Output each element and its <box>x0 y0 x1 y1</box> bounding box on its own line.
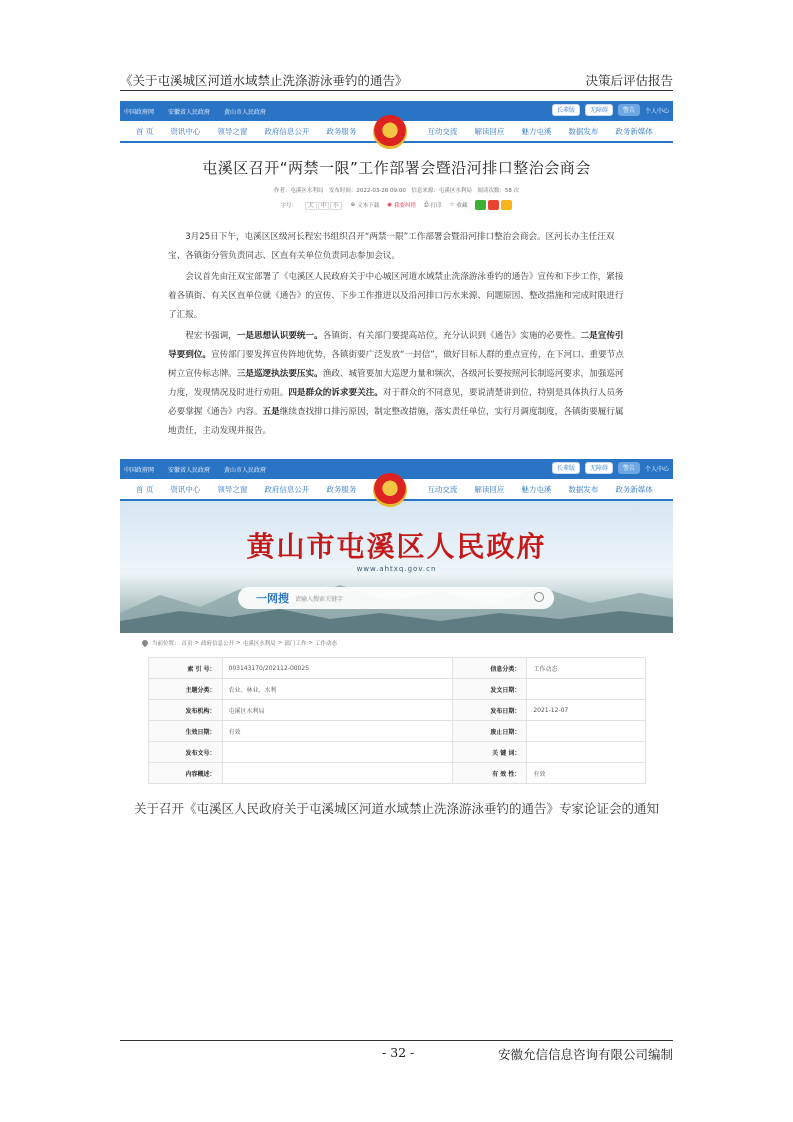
meta-value <box>527 742 645 763</box>
footer-organization: 安徽允信信息咨询有限公司编制 <box>497 1047 673 1062</box>
font-small-button[interactable]: 小 <box>330 202 342 210</box>
download-text-button[interactable] <box>351 201 380 209</box>
page-number: - 32 - <box>382 1045 415 1060</box>
article-body <box>168 228 625 441</box>
weibo-share-icon[interactable] <box>488 200 499 210</box>
meta-key: 废止日期： <box>453 721 527 742</box>
font-size-label: 字号： <box>280 203 298 209</box>
nav-services-2[interactable]: 政务服务 <box>326 484 357 494</box>
article-tools <box>168 200 625 210</box>
nav-data-2[interactable]: 数据发布 <box>568 484 599 494</box>
nav-new-media-2[interactable]: 政务新媒体 <box>615 484 653 494</box>
table-row <box>148 679 645 700</box>
meta-value: 有效 <box>222 721 453 742</box>
document-footer <box>120 1040 673 1062</box>
accessibility-button-2[interactable]: 无障碍 <box>585 462 613 474</box>
nav-interaction[interactable]: 互动交流 <box>427 126 458 136</box>
nav-data[interactable]: 数据发布 <box>568 126 599 136</box>
meta-value <box>527 679 645 700</box>
nav-interaction-2[interactable]: 互动交流 <box>427 484 458 494</box>
elder-mode-button-2[interactable]: 长辈版 <box>552 462 580 474</box>
meta-key: 内容概述： <box>148 763 222 784</box>
meta-value <box>222 763 453 784</box>
breadcrumb-label: 当前位置： <box>152 641 180 647</box>
share-buttons <box>475 200 512 210</box>
breadcrumb-dept-work[interactable]: 部门工作 <box>284 641 307 647</box>
meta-value: 有效 <box>527 763 645 784</box>
point-5-heading: 五是 <box>262 407 280 417</box>
search-brand: 一网搜 <box>256 592 289 605</box>
meta-key: 发布机构： <box>148 700 222 721</box>
table-row <box>148 721 645 742</box>
meta-key: 主题分类： <box>148 679 222 700</box>
meta-value: 2021-12-07 <box>527 700 645 721</box>
point-1-text: 各镇街、有关部门要提高站位，充分认识到《通告》实施的必要性。 <box>322 331 581 341</box>
site-url: www.ahtxq.gov.cn <box>356 565 437 573</box>
para3-intro: 程宏书强调， <box>185 331 237 341</box>
article-paragraph-3 <box>168 327 625 441</box>
point-5-text: 继续查找排口排污原因，制定整改措施，落实责任单位，实行月调度制度，各镇街要履行属地责任，主动发现并报告。 <box>168 407 624 436</box>
top-link-anhui-2[interactable]: 安徽省人民政府 <box>168 466 211 474</box>
meta-key: 信息分类： <box>453 658 527 679</box>
location-pin-icon <box>141 639 149 647</box>
nav-gov-info[interactable]: 政府信息公开 <box>264 126 310 136</box>
download-label: 文本下载 <box>357 203 380 209</box>
meta-key: 生效日期： <box>148 721 222 742</box>
meta-value <box>222 742 453 763</box>
breadcrumb-work-news[interactable]: 工作动态 <box>315 641 338 647</box>
breadcrumb-gov-info[interactable]: 政府信息公开 <box>201 641 235 647</box>
table-row <box>148 742 645 763</box>
article-paragraph-1: 3月25日下午，屯溪区区级河长程宏书组织召开“两禁一限”工作部署会暨沿河排口整治会商会。区河长办主任汪双宝、各镇街分管负责同志、区直有关单位负责同志参加会议。 <box>168 232 615 261</box>
print-label: 打印 <box>430 203 442 209</box>
meta-value: 003143170/202112-00025 <box>222 658 453 679</box>
meta-key: 关 键 词： <box>453 742 527 763</box>
point-3-heading: 三是巡逻执法要压实。 <box>236 369 323 379</box>
nav-charm-tunxi[interactable]: 魅力屯溪 <box>521 126 552 136</box>
qzone-share-icon[interactable] <box>501 200 512 210</box>
point-4-text: 对于群众的不同意见，要说清楚讲到位，特别是具体执行人员务必要掌握《通告》内容。 <box>168 388 624 417</box>
meta-key: 索 引 号： <box>148 658 222 679</box>
nav-interpretation-2[interactable]: 解读回应 <box>474 484 505 494</box>
main-nav <box>120 121 673 143</box>
info-meta-table <box>148 657 646 784</box>
screenshot-article-page <box>120 101 673 445</box>
notice-title: 关于召开《屯溪区人民政府关于屯溪城区河道水域禁止洗涤游泳垂钓的通告》专家论证会的通知 <box>134 801 660 816</box>
nav-new-media[interactable]: 政务新媒体 <box>615 126 653 136</box>
site-title: 黄山市屯溪区人民政府 <box>246 530 547 563</box>
report-error-button[interactable] <box>387 201 416 209</box>
top-link-gov-cn-2[interactable]: 中国政府网 <box>124 466 155 474</box>
screenshot-notice-page <box>120 459 673 859</box>
site-search[interactable] <box>238 587 554 609</box>
personal-center-link[interactable]: 个人中心 <box>644 107 669 115</box>
meta-value <box>527 721 645 742</box>
article-title: 屯溪区召开“两禁一限”工作部署会暨沿河排口整治会商会 <box>202 159 591 177</box>
meta-key: 发布文号： <box>148 742 222 763</box>
top-link-gov-cn[interactable]: 中国政府网 <box>124 108 155 116</box>
top-bar-tools <box>552 104 669 116</box>
nav-news[interactable]: 资讯中心 <box>170 126 201 136</box>
nav-home-2[interactable]: 首 页 <box>136 484 154 494</box>
nav-interpretation[interactable]: 解读回应 <box>474 126 505 136</box>
meta-value: 屯溪区水利局 <box>222 700 453 721</box>
point-2-heading: 二是宣传引导要到位。 <box>168 331 624 360</box>
document-header <box>120 71 673 91</box>
warn-badge-2[interactable]: 警告 <box>618 462 640 474</box>
nav-services[interactable]: 政务服务 <box>326 126 357 136</box>
point-2-text: 宣传部门要发挥宣传阵地优势，各镇街要广泛发放“一封信”，做好目标人群的重点宣传，在下河口、重要节点树立宣传标志牌。 <box>168 350 624 379</box>
wechat-share-icon[interactable] <box>475 200 486 210</box>
table-row <box>148 658 645 679</box>
document-header-report-type: 决策后评估报告 <box>585 73 673 88</box>
meta-value: 农业、林业、水利 <box>222 679 453 700</box>
point-4-heading: 四是群众的诉求要关注。 <box>288 388 383 398</box>
report-error-label: 我要纠错 <box>394 203 417 209</box>
star-icon: ☆ <box>449 202 455 208</box>
favorite-button[interactable] <box>449 201 467 209</box>
meta-key: 发布日期： <box>453 700 527 721</box>
accessibility-button[interactable]: 无障碍 <box>585 104 613 116</box>
meta-key: 有 效 性： <box>453 763 527 784</box>
nav-charm-tunxi-2[interactable]: 魅力屯溪 <box>521 484 552 494</box>
print-button[interactable] <box>424 201 441 209</box>
error-icon: ◉ <box>387 202 393 208</box>
main-nav-2 <box>120 479 673 501</box>
top-link-huangshan[interactable]: 黄山市人民政府 <box>224 108 267 116</box>
favorite-label: 收藏 <box>456 203 468 209</box>
table-row <box>148 763 645 784</box>
download-icon: ⊕ <box>350 202 356 208</box>
top-bar-tools-2 <box>552 462 669 474</box>
breadcrumb: 当前位置： 首页 > 政府信息公开 > 屯溪区水利局 > 部门工作 > 工作动态 <box>120 633 673 653</box>
article-meta: 作者：屯溪区水利局 发布时间：2022-03-28 09:00 信息来源：屯溪区水利局 阅读次数：58 次 <box>273 188 520 194</box>
breadcrumb-home[interactable]: 首页 <box>181 641 193 647</box>
nav-leaders-2[interactable]: 领导之窗 <box>217 484 248 494</box>
top-link-huangshan-2[interactable]: 黄山市人民政府 <box>224 466 267 474</box>
font-size-buttons <box>305 201 343 209</box>
personal-center-link-2[interactable]: 个人中心 <box>644 465 669 473</box>
search-input[interactable]: 请输入搜索关键字 <box>295 595 344 603</box>
site-banner <box>120 501 673 633</box>
meta-value: 工作动态 <box>527 658 645 679</box>
font-medium-button[interactable]: 中 <box>318 202 330 210</box>
nav-leaders[interactable]: 领导之窗 <box>217 126 248 136</box>
nav-home[interactable]: 首 页 <box>136 126 154 136</box>
breadcrumb-water-bureau[interactable]: 屯溪区水利局 <box>242 641 276 647</box>
nav-news-2[interactable]: 资讯中心 <box>170 484 201 494</box>
point-3-text: 渔政、城管要加大巡逻力量和频次，各级河长要按照河长制巡河要求，加强巡河力度，发现情况及时进行劝阻。 <box>168 369 624 398</box>
national-emblem-icon-2 <box>373 473 407 507</box>
national-emblem-icon <box>373 115 407 149</box>
print-icon: ⎙ <box>424 201 429 208</box>
table-row <box>148 700 645 721</box>
search-icon[interactable] <box>534 592 544 602</box>
font-large-button[interactable]: 大 <box>305 202 317 210</box>
meta-key: 发文日期： <box>453 679 527 700</box>
top-link-anhui[interactable]: 安徽省人民政府 <box>168 108 211 116</box>
point-1-heading: 一是思想认识要统一。 <box>236 331 323 341</box>
warn-badge[interactable]: 警告 <box>618 104 640 116</box>
elder-mode-button[interactable]: 长辈版 <box>552 104 580 116</box>
article-paragraph-2: 会议首先由汪双宝部署了《屯溪区人民政府关于中心城区河道水域禁止洗涤游泳垂钓的通告》宣传和下步工作，紧接着各镇街、有关区直单位就《通告》的宣传、下步工作推进以及沿河排口污水来源、问题原因、整改措施和完成时限进行了汇报。 <box>168 272 624 320</box>
article <box>120 157 673 441</box>
document-header-title: 《关于屯溪城区河道水域禁止洗涤游泳垂钓的通告》 <box>120 73 408 88</box>
nav-gov-info-2[interactable]: 政府信息公开 <box>264 484 310 494</box>
